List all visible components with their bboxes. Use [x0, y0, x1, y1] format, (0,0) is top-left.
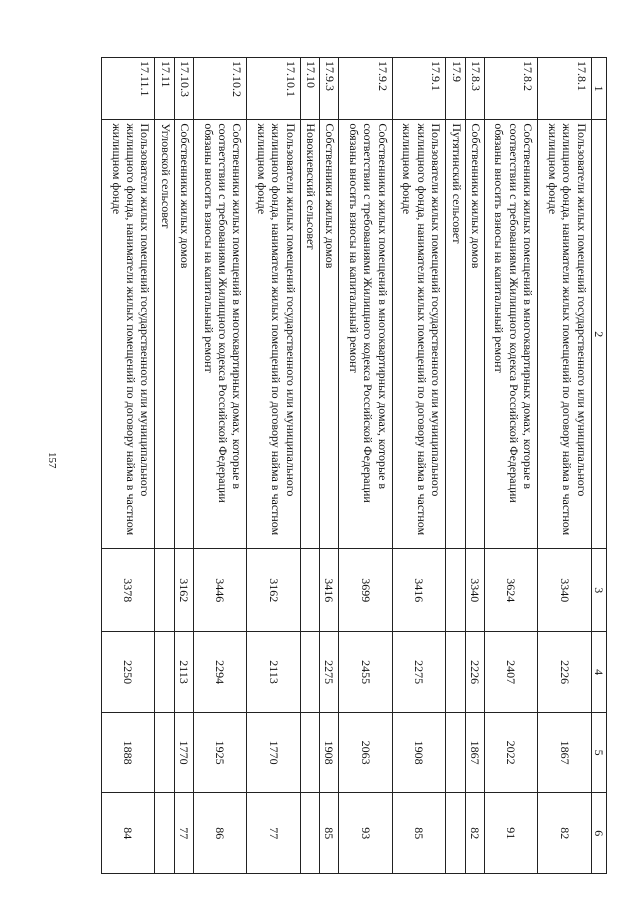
row-name: Собственники жилых домов [320, 120, 339, 549]
row-value-col5 [155, 712, 174, 793]
row-value-col3: 3446 [194, 549, 247, 632]
row-value-col3: 3162 [247, 549, 300, 632]
row-value-col3 [155, 549, 174, 632]
row-code: 17.8.3 [465, 58, 484, 120]
table-header [591, 58, 606, 874]
row-name: Путятинский сельсовет [446, 120, 465, 549]
row-value-col6: 82 [465, 793, 484, 874]
row-value-col6: 85 [320, 793, 339, 874]
row-value-col4: 2455 [339, 632, 392, 713]
table-row [102, 58, 155, 874]
row-code: 17.10.3 [174, 58, 193, 120]
row-code: 17.11 [155, 58, 174, 120]
row-value-col3: 3340 [465, 549, 484, 632]
row-code: 17.8.1 [538, 58, 591, 120]
row-value-col4: 2294 [194, 632, 247, 713]
row-value-col5: 1770 [247, 712, 300, 793]
header-col-4: 4 [591, 632, 606, 713]
row-code: 17.10.2 [194, 58, 247, 120]
table-row [320, 58, 339, 874]
table-row [155, 58, 174, 874]
row-value-col6: 77 [174, 793, 193, 874]
row-value-col4: 2226 [538, 632, 591, 713]
row-code: 17.10.1 [247, 58, 300, 120]
row-value-col3: 3378 [102, 549, 155, 632]
row-value-col5: 1908 [392, 712, 445, 793]
table-row [392, 58, 445, 874]
row-value-col5: 1867 [465, 712, 484, 793]
table-row [538, 58, 591, 874]
row-value-col4 [155, 632, 174, 713]
table-row [484, 58, 537, 874]
row-value-col4: 2275 [392, 632, 445, 713]
row-value-col3: 3699 [339, 549, 392, 632]
row-value-col4: 2113 [247, 632, 300, 713]
row-value-col3: 3416 [320, 549, 339, 632]
row-code: 17.8.2 [484, 58, 537, 120]
row-value-col6: 93 [339, 793, 392, 874]
row-code: 17.9 [446, 58, 465, 120]
row-value-col4: 2275 [320, 632, 339, 713]
row-value-col6 [155, 793, 174, 874]
table-row [446, 58, 465, 874]
row-value-col4: 2226 [465, 632, 484, 713]
row-value-col3: 3340 [538, 549, 591, 632]
row-value-col5: 1770 [174, 712, 193, 793]
row-name: Угловской сельсовет [155, 120, 174, 549]
row-value-col4 [300, 632, 319, 713]
row-value-col5: 1867 [538, 712, 591, 793]
row-value-col6 [300, 793, 319, 874]
table-row [339, 58, 392, 874]
row-name: Новокиевский сельсовет [300, 120, 319, 549]
header-col-1: 1 [591, 58, 606, 120]
row-name: Пользователи жилых помещений государственного или муниципального жилищного фонда, наниматели жилых помещений по договору найма в частном жилищном фонде [392, 120, 445, 549]
table-row [194, 58, 247, 874]
row-value-col6: 85 [392, 793, 445, 874]
row-name: Пользователи жилых помещений государственного или муниципального жилищного фонда, наниматели жилых помещений по договору найма в частном жилищном фонде [247, 120, 300, 549]
header-col-3: 3 [591, 549, 606, 632]
row-value-col5: 1908 [320, 712, 339, 793]
row-value-col5: 2022 [484, 712, 537, 793]
row-name: Собственники жилых помещений в многоквартирных домах, которые в соответствии с требованиями Жилищного кодекса Российской Федерации обязаны вносить взносы на капитальный ремонт [484, 120, 537, 549]
row-value-col6: 86 [194, 793, 247, 874]
row-value-col4 [446, 632, 465, 713]
table-row [174, 58, 193, 874]
table-row [247, 58, 300, 874]
row-name: Собственники жилых домов [174, 120, 193, 549]
row-value-col5: 1888 [102, 712, 155, 793]
table-row [465, 58, 484, 874]
table-body [102, 58, 592, 874]
row-code: 17.9.1 [392, 58, 445, 120]
row-value-col3: 3162 [174, 549, 193, 632]
row-value-col3 [300, 549, 319, 632]
header-col-2: 2 [591, 120, 606, 549]
row-code: 17.10 [300, 58, 319, 120]
row-value-col6: 82 [538, 793, 591, 874]
tariff-table [101, 57, 607, 874]
row-name: Собственники жилых домов [465, 120, 484, 549]
header-row [591, 58, 606, 874]
table-row [300, 58, 319, 874]
row-value-col4: 2113 [174, 632, 193, 713]
row-value-col6: 91 [484, 793, 537, 874]
row-code: 17.9.2 [339, 58, 392, 120]
row-code: 17.11.1 [102, 58, 155, 120]
row-code: 17.9.3 [320, 58, 339, 120]
row-value-col4: 2407 [484, 632, 537, 713]
row-value-col5: 2063 [339, 712, 392, 793]
row-value-col5 [300, 712, 319, 793]
row-value-col5 [446, 712, 465, 793]
row-value-col3 [446, 549, 465, 632]
row-value-col5: 1925 [194, 712, 247, 793]
row-value-col3: 3624 [484, 549, 537, 632]
row-value-col3: 3416 [392, 549, 445, 632]
row-value-col6 [446, 793, 465, 874]
page-number: 157 [46, 452, 58, 469]
row-value-col4: 2250 [102, 632, 155, 713]
row-value-col6: 84 [102, 793, 155, 874]
row-value-col6: 77 [247, 793, 300, 874]
rotated-table-container [101, 57, 607, 874]
row-name: Пользователи жилых помещений государственного или муниципального жилищного фонда, наниматели жилых помещений по договору найма в частном жилищном фонде [102, 120, 155, 549]
header-col-5: 5 [591, 712, 606, 793]
row-name: Собственники жилых помещений в многоквартирных домах, которые в соответствии с требованиями Жилищного кодекса Российской Федерации обязаны вносить взносы на капитальный ремонт [194, 120, 247, 549]
row-name: Собственники жилых помещений в многоквартирных домах, которые в соответствии с требованиями Жилищного кодекса Российской Федерации обязаны вносить взносы на капитальный ремонт [339, 120, 392, 549]
header-col-6: 6 [591, 793, 606, 874]
row-name: Пользователи жилых помещений государственного или муниципального жилищного фонда, наниматели жилых помещений по договору найма в частном жилищном фонде [538, 120, 591, 549]
